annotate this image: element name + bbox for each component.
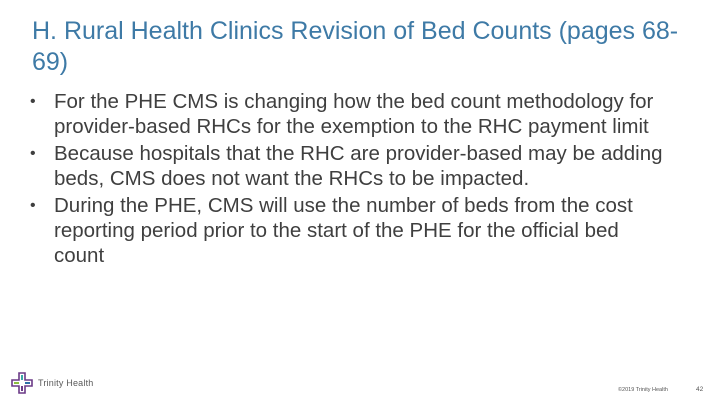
bullet-item [28,141,668,191]
slide-title: H. Rural Health Clinics Revision of Bed Counts (pages 68-69) [32,17,679,76]
bullet-marker: • [30,145,36,162]
copyright-text: ©2019 Trinity Health [618,387,668,393]
logo-text: Trinity Health [38,378,94,388]
bullet-text: For the PHE CMS is changing how the bed count methodology for provider-based RHCs for the exemption to the RHC payment limit [54,90,654,138]
bullet-item [28,193,668,268]
page-number: 42 [696,386,704,393]
bullet-text: During the PHE, CMS will use the number of beds from the cost reporting period prior to the start of the PHE for the official bed count [54,194,633,267]
trinity-health-cross-icon [10,371,34,395]
bullet-marker: • [30,197,36,214]
bullet-text: Because hospitals that the RHC are provider-based may be adding beds, CMS does not want the RHCs to be impacted. [54,142,663,190]
bullet-list [28,89,668,270]
bullet-marker: • [30,93,36,110]
bullet-item [28,89,668,139]
trinity-health-logo [10,368,93,398]
